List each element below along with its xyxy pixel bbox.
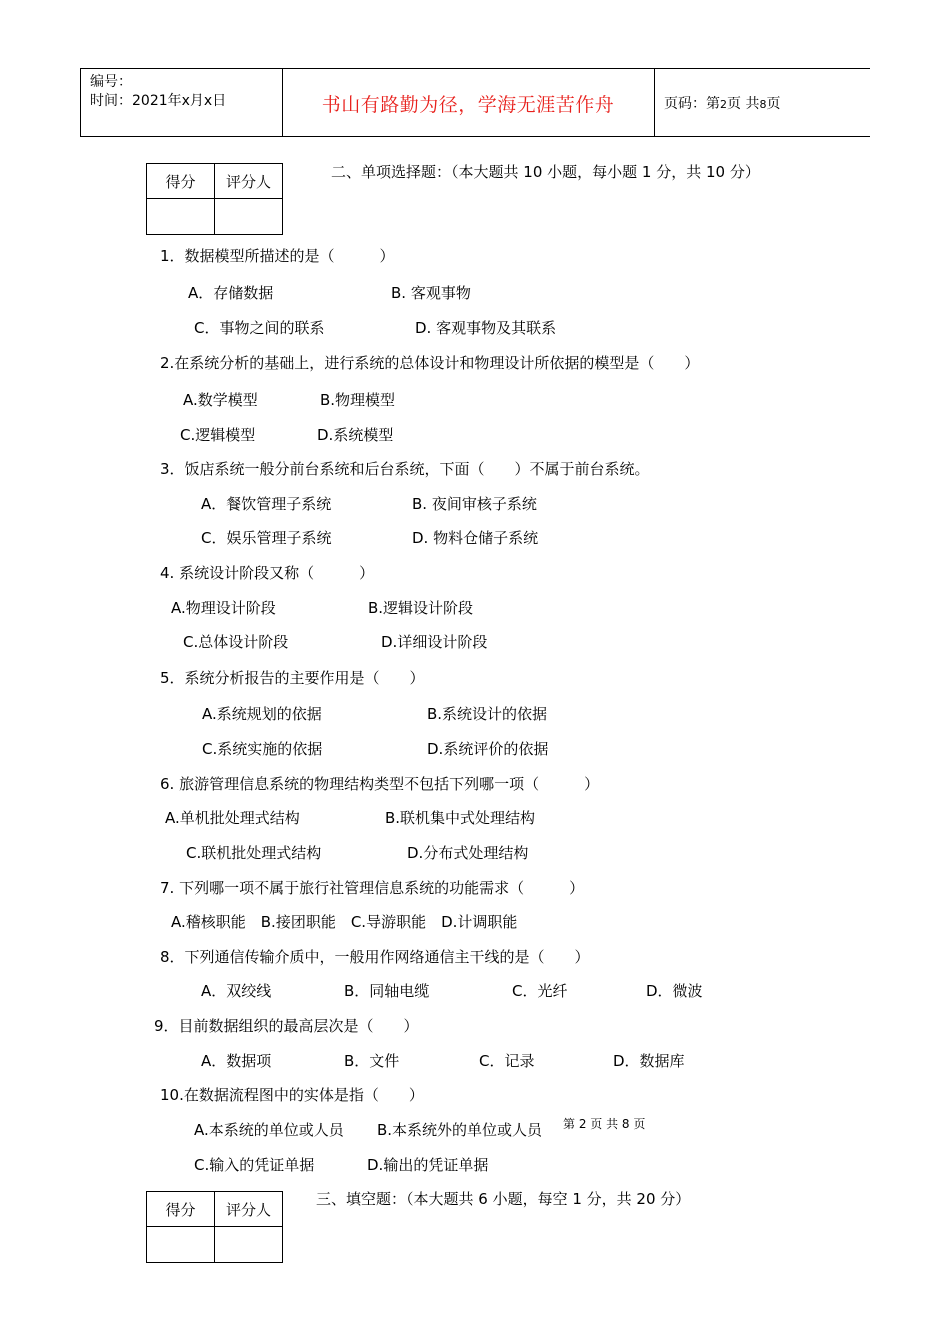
q10-stem: 10.在数据流程图中的实体是指（ ） <box>160 1086 424 1104</box>
page-header <box>80 68 870 137</box>
score-table-section2 <box>146 163 283 235</box>
q3-stem: 3．饭店系统一般分前台系统和后台系统，下面（ ）不属于前台系统。 <box>160 460 650 478</box>
grader-header: 评分人 <box>215 1192 283 1227</box>
q3-option-b: B. 夜间审核子系统 <box>412 495 537 513</box>
q8-option-d: D．微波 <box>646 982 703 1000</box>
q5-stem: 5．系统分析报告的主要作用是（ ） <box>160 669 425 687</box>
q3-option-c: C．娱乐管理子系统 <box>201 529 332 547</box>
q6-option-c: C.联机批处理式结构 <box>186 844 322 862</box>
q5-option-d: D.系统评价的依据 <box>427 740 549 758</box>
q9-option-c: C．记录 <box>479 1052 535 1070</box>
q5-option-a: A.系统规划的依据 <box>202 705 322 723</box>
q4-option-a: A.物理设计阶段 <box>171 599 276 617</box>
inline-page-note: 第 2 页 共 8 页 <box>563 1117 646 1131</box>
q1-stem: 1．数据模型所描述的是（ ） <box>160 247 395 265</box>
q8-option-a: A．双绞线 <box>201 982 272 1000</box>
q6-option-a: A.单机批处理式结构 <box>165 809 300 827</box>
q1-option-d: D. 客观事物及其联系 <box>415 319 557 337</box>
score-table-section3 <box>146 1191 283 1263</box>
grader-cell[interactable] <box>215 1227 283 1263</box>
q9-option-b: B．文件 <box>344 1052 400 1070</box>
page-current: 2 <box>720 98 727 111</box>
grader-header: 评分人 <box>215 164 283 199</box>
q5-option-b: B.系统设计的依据 <box>427 705 548 723</box>
time-label: 时间：2021年x月x日 <box>90 93 227 109</box>
page-mid: 页 共 <box>727 96 760 112</box>
q2-option-a: A.数学模型 <box>183 391 258 409</box>
q1-option-a: A．存储数据 <box>188 284 274 302</box>
page-suffix: 页 <box>766 96 781 112</box>
q6-option-d: D.分布式处理结构 <box>407 844 529 862</box>
header-info-cell <box>80 69 283 136</box>
q8-stem: 8．下列通信传输介质中，一般用作网络通信主干线的是（ ） <box>160 948 590 966</box>
q2-stem: 2.在系统分析的基础上，进行系统的总体设计和物理设计所依据的模型是（ ） <box>160 354 700 372</box>
q6-option-b: B.联机集中式处理结构 <box>385 809 536 827</box>
score-cell[interactable] <box>147 199 215 235</box>
page-number <box>664 93 780 113</box>
q2-option-b: B.物理模型 <box>320 391 396 409</box>
page-total: 8 <box>759 98 767 111</box>
number-label: 编号： <box>90 74 132 90</box>
q4-stem: 4. 系统设计阶段又称（ ） <box>160 564 375 582</box>
score-cell[interactable] <box>147 1227 215 1263</box>
q10-option-a: A.本系统的单位或人员 <box>194 1121 344 1139</box>
q2-option-c: C.逻辑模型 <box>180 426 256 444</box>
q1-option-b: B. 客观事物 <box>391 284 471 302</box>
q4-option-d: D.详细设计阶段 <box>381 633 488 651</box>
q5-option-c: C.系统实施的依据 <box>202 740 323 758</box>
q4-option-c: C.总体设计阶段 <box>183 633 289 651</box>
section2-title: 二、单项选择题：（本大题共 10 小题，每小题 1 分，共 10 分） <box>331 163 760 181</box>
q8-option-c: C．光纤 <box>512 982 568 1000</box>
grader-cell[interactable] <box>215 199 283 235</box>
q9-option-a: A．数据项 <box>201 1052 272 1070</box>
q1-option-c: C．事物之间的联系 <box>194 319 325 337</box>
header-motto-cell <box>282 69 655 136</box>
header-page-cell <box>655 69 870 136</box>
q10-option-c: C.输入的凭证单据 <box>194 1156 315 1174</box>
section3-title: 三、填空题：（本大题共 6 小题，每空 1 分，共 20 分） <box>316 1190 691 1208</box>
q2-option-d: D.系统模型 <box>317 426 394 444</box>
q4-option-b: B.逻辑设计阶段 <box>368 599 474 617</box>
q7-options: A.稽核职能 B.接团职能 C.导游职能 D.计调职能 <box>171 913 518 931</box>
q7-stem: 7. 下列哪一项不属于旅行社管理信息系统的功能需求（ ） <box>160 879 585 897</box>
q9-stem: 9．目前数据组织的最高层次是（ ） <box>154 1017 419 1035</box>
q3-option-a: A．餐饮管理子系统 <box>201 495 332 513</box>
page-prefix: 页码：第 <box>664 96 720 112</box>
q8-option-b: B．同轴电缆 <box>344 982 430 1000</box>
q10-option-d: D.输出的凭证单据 <box>367 1156 489 1174</box>
score-header: 得分 <box>147 1192 215 1227</box>
q3-option-d: D. 物料仓储子系统 <box>412 529 539 547</box>
q6-stem: 6. 旅游管理信息系统的物理结构类型不包括下列哪一项（ ） <box>160 775 600 793</box>
q10-option-b: B.本系统外的单位或人员 <box>377 1121 543 1139</box>
q9-option-d: D．数据库 <box>613 1052 685 1070</box>
score-header: 得分 <box>147 164 215 199</box>
motto: 书山有路勤为径，学海无涯苦作舟 <box>321 94 615 116</box>
